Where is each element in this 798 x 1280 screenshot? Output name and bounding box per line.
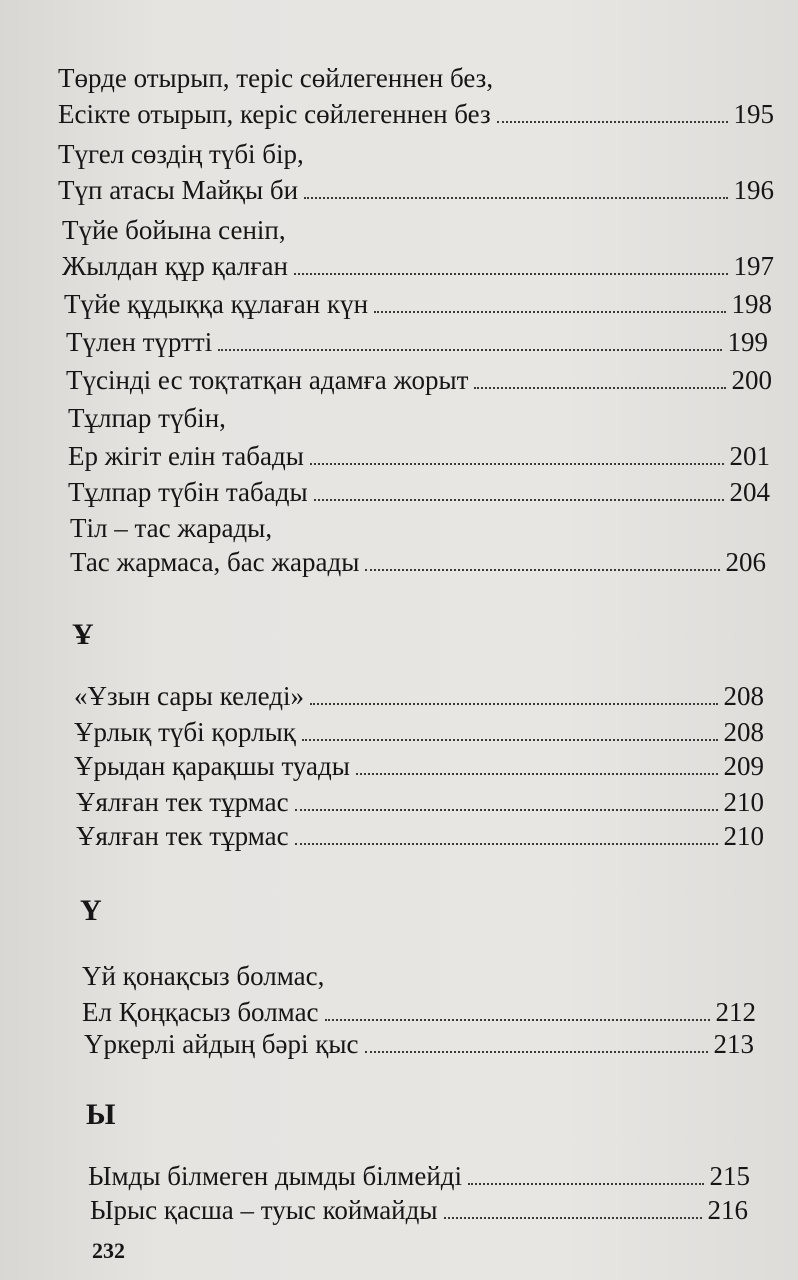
toc-line [90,1194,748,1226]
leader-dots [356,772,718,775]
entry-text: Ел Қоңқасыз болмас [82,997,319,1027]
toc-line [76,820,764,852]
toc-line [58,98,774,130]
leader-dots [365,1050,708,1053]
page-ref: 210 [723,821,764,851]
page-ref: 216 [707,1195,748,1225]
leader-dots [310,702,718,705]
page-ref: 201 [729,441,770,471]
entry-text: Ұялған тек тұрмас [76,787,289,817]
toc-line [66,326,768,358]
page-number: 232 [92,1238,125,1263]
toc-line [84,1028,754,1060]
leader-dots [295,842,718,845]
toc-line [82,960,324,992]
entry-text: Үркерлі айдың бәрі қыс [84,1029,359,1059]
page-ref: 210 [723,787,764,817]
page-ref: 212 [715,997,756,1027]
entry-text: Ырыс қасша – туыс коймайды [90,1195,438,1225]
toc-line [62,214,286,246]
leader-dots [365,568,719,571]
entry-text: Түйе бойына сеніп, [62,215,286,245]
page-ref: 195 [733,99,774,129]
entry-text: Түйе құдыққа құлаған күн [64,289,369,319]
leader-dots [444,1216,702,1219]
section-letter: Ұ [72,618,94,651]
toc-line [82,996,756,1028]
toc-line [68,440,770,472]
page-ref: 206 [725,547,766,577]
page-ref: 196 [733,175,774,205]
leader-dots [468,1182,703,1185]
toc-line [62,250,774,282]
toc-line [88,1160,750,1192]
entry-text: Ұрыдан қарақшы туады [74,751,350,781]
toc-line [74,716,764,748]
toc-line [68,402,226,434]
leader-dots [218,348,721,351]
entry-text: Үй қонақсыз болмас, [82,961,325,991]
entry-text: Түп атасы Майқы би [58,175,299,205]
toc-line [58,62,493,94]
entry-text: Төрде отырып, теріс сөйлегеннен без, [58,63,494,93]
entry-text: Тіл – тас жарады, [70,513,273,543]
leader-dots [310,462,724,465]
toc-line [68,476,770,508]
leader-dots [294,272,728,275]
page-ref: 200 [731,365,772,395]
page-ref: 209 [723,751,764,781]
leader-dots [474,386,725,389]
entry-text: Түлен түртті [66,327,213,357]
page-ref: 204 [729,477,770,507]
leader-dots [325,1018,710,1021]
entry-text: «Ұзын сары келеді» [74,681,304,711]
page-ref: 213 [713,1029,754,1059]
entry-text: Түгел сөздің түбі бір, [58,139,304,169]
entry-text: Ымды білмеген дымды білмейді [88,1161,463,1191]
entry-text: Тұлпар түбін табады [68,477,308,507]
entry-text: Есікте отырып, керіс сөйлегеннен без [58,99,491,129]
toc-line [74,680,764,712]
toc-line [58,174,774,206]
page-ref: 197 [733,251,774,281]
leader-dots [304,196,727,199]
page-ref: 198 [731,289,772,319]
toc-line [58,138,304,170]
entry-text: Тұлпар түбін, [68,403,226,433]
toc-line [66,364,772,396]
leader-dots [374,310,725,313]
entry-text: Ұялған тек тұрмас [76,821,289,851]
page-ref: 215 [709,1161,750,1191]
page-ref: 199 [727,327,768,357]
toc-line [64,288,772,320]
leader-dots [302,738,718,741]
entry-text: Тас жармаса, бас жарады [70,547,360,577]
entry-text: Түсінді ес тоқтатқан адамға жорыт [66,365,469,395]
leader-dots [497,120,728,123]
toc-line [70,512,272,544]
toc-line [70,546,766,578]
section-letter: Ы [86,1098,116,1131]
page-ref: 208 [723,717,764,747]
leader-dots [295,808,718,811]
entry-text: Жылдан құр қалған [62,251,288,281]
section-letter: Ү [80,894,102,927]
toc-line [76,786,764,818]
leader-dots [314,498,724,501]
toc-line [74,750,764,782]
entry-text: Ер жігіт елін табады [68,441,304,471]
page-ref: 208 [723,681,764,711]
entry-text: Ұрлық түбі қорлық [74,717,296,747]
